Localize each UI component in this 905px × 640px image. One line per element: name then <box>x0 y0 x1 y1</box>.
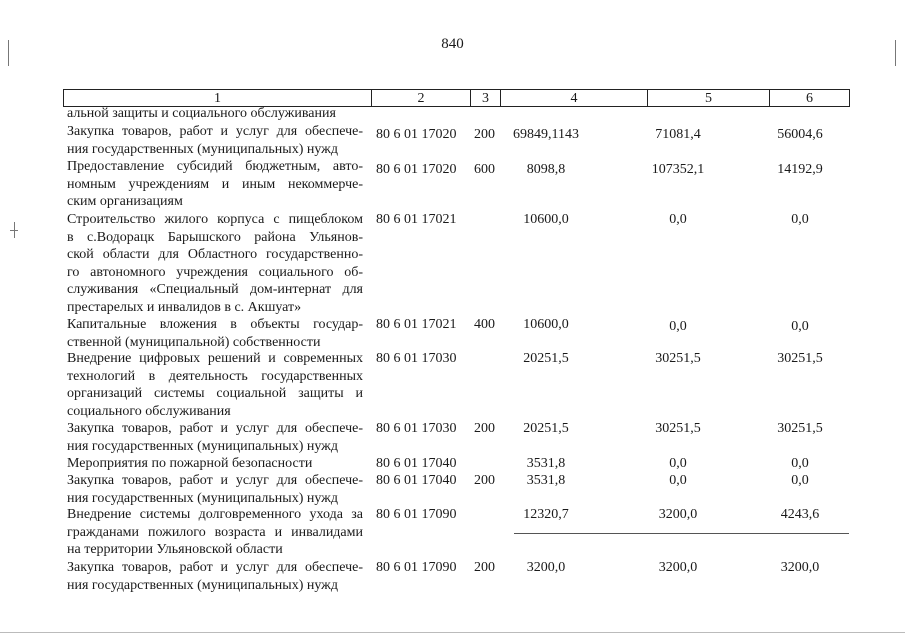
row-value-6: 0,0 <box>791 473 809 488</box>
scan-mark <box>14 222 15 238</box>
row-value-6: 3200,0 <box>780 560 820 575</box>
header-col-3: 3 <box>471 90 501 106</box>
row-description <box>67 123 363 158</box>
scan-edge <box>0 632 905 633</box>
row-value-4: 3531,8 <box>526 456 566 471</box>
row-code: 80 6 01 17030 <box>376 351 457 366</box>
row-code: 80 6 01 17021 <box>376 317 457 332</box>
row-value-4: 20251,5 <box>523 351 569 366</box>
row-code: 80 6 01 17090 <box>376 507 457 522</box>
header-col-5: 5 <box>648 90 770 106</box>
page-number: 840 <box>441 36 464 52</box>
row-code: 80 6 01 17020 <box>376 127 457 142</box>
row-description-line: Закупка товаров, работ и услуг для обеспече- <box>67 473 363 488</box>
row-value-5: 0,0 <box>669 456 687 471</box>
row-description-line: престарелых и инвалидов в с. Акшуат» <box>67 299 302 315</box>
row-description-line: Закупка товаров, работ и услуг для обеспече- <box>67 560 363 575</box>
row-description <box>67 316 363 351</box>
row-description-line: альной защиты и социального обслуживания <box>67 106 336 121</box>
row-value-4: 8098,8 <box>526 162 566 177</box>
row-value-5: 71081,4 <box>655 127 701 142</box>
row-code: 80 6 01 17040 <box>376 473 457 488</box>
row-description-line: го автономного учреждения социального об- <box>67 264 363 280</box>
row-value-4: 10600,0 <box>523 317 569 332</box>
header-col-2: 2 <box>372 90 471 106</box>
header-col-1: 1 <box>64 90 372 106</box>
row-code: 80 6 01 17040 <box>376 456 457 471</box>
row-value-6: 14192,9 <box>777 162 823 177</box>
row-value-5: 30251,5 <box>655 351 701 366</box>
row-value-5: 30251,5 <box>655 421 701 436</box>
row-description-line: ской области для Областного государственно- <box>67 247 363 262</box>
row-description-line: Строительство жилого корпуса с пищеблоком <box>67 212 363 227</box>
row-description <box>67 559 363 594</box>
row-value-4: 20251,5 <box>523 421 569 436</box>
row-expense-type: 200 <box>474 473 495 488</box>
row-value-5: 0,0 <box>669 473 687 488</box>
row-description-line: ским организациям <box>67 194 183 209</box>
row-description-line: ния государственных (муниципальных) нужд <box>67 141 338 157</box>
row-description-line: Капитальные вложения в объекты государ- <box>67 317 363 332</box>
row-value-5: 0,0 <box>669 319 687 334</box>
scan-line <box>514 533 849 534</box>
row-value-6: 30251,5 <box>777 351 823 366</box>
row-value-5: 3200,0 <box>658 507 698 522</box>
row-expense-type: 600 <box>474 162 495 177</box>
scan-mark <box>895 40 896 66</box>
header-col-6: 6 <box>806 91 813 106</box>
row-value-4: 3531,8 <box>526 473 566 488</box>
row-description-line: ния государственных (муниципальных) нужд <box>67 490 338 506</box>
row-description-line: социального обслуживания <box>67 403 231 419</box>
row-value-6: 4243,6 <box>780 507 820 522</box>
row-description-line: технологий в деятельность государственных <box>67 368 363 384</box>
row-value-4: 69849,1143 <box>513 127 579 142</box>
row-description-line: гражданами пожилого возраста и инвалидами <box>67 524 363 540</box>
row-description-line: ственной (муниципальной) собственности <box>67 334 321 350</box>
row-value-4: 12320,7 <box>523 507 569 522</box>
row-value-5: 0,0 <box>669 212 687 227</box>
row-description-line: Закупка товаров, работ и услуг для обеспече- <box>67 421 363 436</box>
row-description-line: организаций системы социальной защиты и <box>67 386 363 401</box>
row-description-line: Закупка товаров, работ и услуг для обеспече- <box>67 124 363 139</box>
row-description-line: служивания «Специальный дом-интернат для <box>67 282 363 297</box>
row-description-line: Внедрение цифровых решений и современных <box>67 351 363 366</box>
row-description <box>67 158 363 211</box>
row-description-line: Мероприятия по пожарной безопасности <box>67 456 313 471</box>
row-expense-type: 200 <box>474 127 495 142</box>
row-description-line: Предоставление субсидий бюджетным, авто- <box>67 159 363 174</box>
row-value-6: 56004,6 <box>777 127 823 142</box>
row-description-line: Внедрение системы долговременного ухода за <box>67 507 363 522</box>
row-code: 80 6 01 17090 <box>376 560 457 575</box>
row-value-4: 3200,0 <box>526 560 566 575</box>
row-description-line: в с.Водорацк Барышского района Ульянов- <box>67 229 363 245</box>
row-value-6: 0,0 <box>791 456 809 471</box>
row-description <box>67 472 363 507</box>
row-description <box>67 420 363 455</box>
row-expense-type: 400 <box>474 317 495 332</box>
row-description-line: ния государственных (муниципальных) нужд <box>67 438 338 454</box>
row-value-6: 30251,5 <box>777 421 823 436</box>
row-expense-type: 200 <box>474 421 495 436</box>
row-code: 80 6 01 17021 <box>376 212 457 227</box>
row-description <box>67 211 363 316</box>
row-description <box>67 455 363 473</box>
row-description-line: номным учреждениям и иным некоммерче- <box>67 176 363 192</box>
header-col-4: 4 <box>501 90 648 106</box>
scan-mark <box>8 40 9 66</box>
row-value-5: 3200,0 <box>658 560 698 575</box>
row-value-6: 0,0 <box>791 212 809 227</box>
row-value-4: 10600,0 <box>523 212 569 227</box>
row-description <box>67 105 363 123</box>
row-value-6: 0,0 <box>791 319 809 334</box>
row-code: 80 6 01 17020 <box>376 162 457 177</box>
row-code: 80 6 01 17030 <box>376 421 457 436</box>
row-description <box>67 506 363 559</box>
row-description-line: ния государственных (муниципальных) нужд <box>67 577 338 593</box>
row-expense-type: 200 <box>474 560 495 575</box>
row-description <box>67 350 363 420</box>
row-description-line: на территории Ульяновской области <box>67 542 283 557</box>
row-value-5: 107352,1 <box>651 162 705 177</box>
